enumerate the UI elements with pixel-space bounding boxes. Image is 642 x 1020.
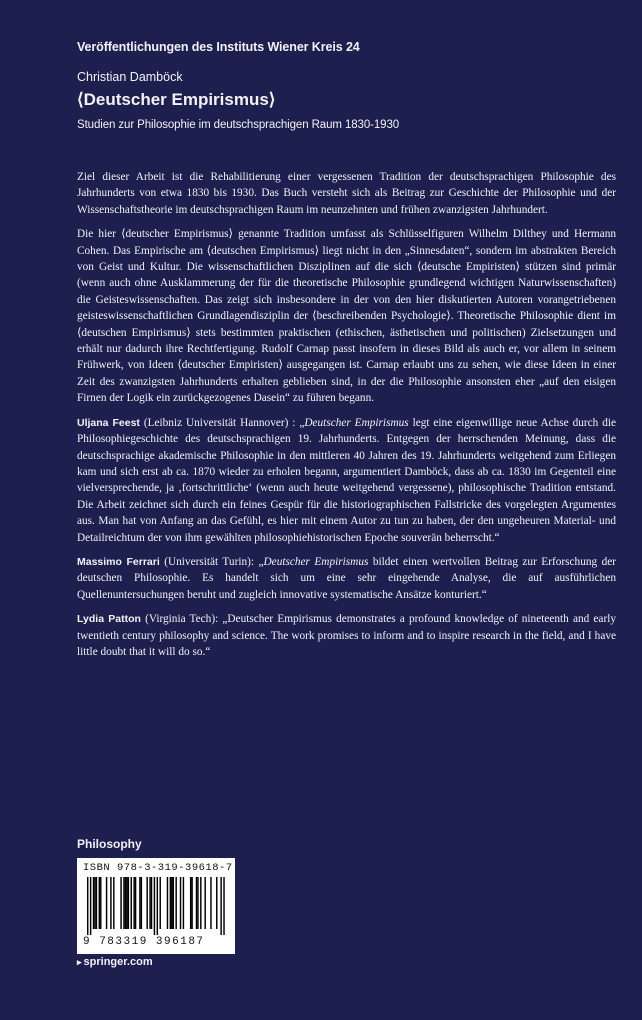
series-title: Veröffentlichungen des Instituts Wiener Kreis 24 [77, 40, 360, 54]
barcode-bar [167, 877, 168, 929]
barcode-bar [126, 877, 127, 929]
reviewer-name: Massimo Ferrari [77, 555, 160, 568]
barcode-bar [120, 877, 121, 929]
barcode-bar [190, 877, 191, 929]
reviewer-name: Uljana Feest [77, 416, 140, 429]
barcode-bar [216, 877, 217, 929]
barcode-bar [146, 877, 147, 929]
barcode-bar [100, 877, 101, 929]
reviewer-affiliation: (Leibniz Universität Hannover) : „ [139, 416, 305, 429]
barcode-bar [204, 877, 205, 929]
barcode-bar [131, 877, 132, 929]
barcode-bar [220, 877, 221, 935]
barcode-bar [135, 877, 136, 929]
review-patton [77, 611, 616, 660]
reviewer-affiliation: (Virginia Tech): „ [140, 613, 228, 626]
barcode-bar [87, 877, 88, 935]
review-ferrari [77, 554, 616, 603]
barcode-bar [141, 877, 142, 929]
publisher-link[interactable] [77, 956, 153, 968]
barcode-bar [128, 877, 129, 929]
triangle-icon: ▸ [77, 957, 82, 967]
barcode-bar [180, 877, 181, 929]
barcode-bar [96, 877, 97, 929]
barcode-bar [160, 877, 161, 929]
ean-digits: 9 783319 396187 [83, 936, 205, 948]
barcode-bar [99, 877, 100, 929]
barcode-bar [191, 877, 192, 929]
barcode-bar [196, 877, 197, 929]
blurb-body [77, 169, 616, 668]
barcode-bar [139, 877, 140, 929]
barcode-bar [94, 877, 95, 929]
book-title-italic: Deutscher Empirismus [263, 555, 369, 568]
barcode-bar [110, 877, 111, 929]
barcode-bar [149, 877, 150, 929]
barcode-bar [170, 877, 171, 929]
barcode-bar [223, 877, 224, 935]
barcode-bar [173, 877, 174, 929]
isbn-barcode [77, 858, 235, 954]
barcode-bar [106, 877, 107, 929]
review-feest [77, 415, 616, 546]
review-text: Deutscher Empirismus demonstrates a profound knowledge of nineteenth and early twentieth century philosophy and science. The work promises to inform and to inspire research in the field, and I have little doubt that it will do so.“ [77, 613, 616, 658]
barcode-bar [210, 877, 211, 929]
reviewer-name: Lydia Patton [77, 613, 141, 626]
isbn-text: ISBN 978-3-319-39618-7 [83, 862, 233, 874]
barcode-bar [113, 877, 114, 929]
barcode-bar [154, 877, 155, 935]
author-name: Christian Damböck [77, 70, 183, 84]
description-paragraph: Ziel dieser Arbeit ist die Rehabilitierung einer vergessenen Tradition der deutschsprachigen Philosophie des Jahrhunderts von etwa 1830 bis 1930. Das Buch versteht sich als Beitrag zur Geschichte der Philosophie und der Wissenschaftstheorie im deutschsprachigen Raum im neunzehnten und frühen zwanzigsten Jahrhundert. [77, 171, 616, 216]
barcode-bar [197, 877, 198, 929]
barcode-bar [175, 877, 176, 929]
barcode-bar [157, 877, 158, 935]
barcode-bar [93, 877, 94, 929]
book-title-italic: Deutscher Empirismus [304, 416, 409, 429]
barcode-bar [200, 877, 201, 929]
barcode-bar [151, 877, 152, 929]
barcode-bar [123, 877, 124, 929]
category-label: Philosophy [77, 837, 142, 851]
publisher-url: springer.com [83, 956, 153, 968]
review-text: bildet einen wertvollen Beitrag zur Erforschung der deutschen Philosophie. Es handelt sich um eine sehr eingehende Analyse, die auf ausführlichen Quellenuntersuchungen beruht und zugleich innovative systematische Ansätze konturiert.“ [77, 555, 617, 601]
review-text: legt eine eigenwillige neue Achse durch die Philosophiegeschichte des deutschsprachigen 19. Jahrhunderts. Entgegen der herrschenden Meinung, dass die deutschsprachige akademische Philosophie in den mittleren 40 Jahren des 19. Jahrhunderts weitgehend zum Erliegen kam und sich erst ab ca. 1870 wieder zu erholen begann, argumentiert Damböck, dass ab ca. 1830 im Gegenteil eine vielversprechende, ja ‚fortschrittliche‘ (wenn auch heute weitgehend vergessene), philosophische Tradition entstand. Die Arbeit zeichnet sich durch ein feines Gespür für die historiographischen Fallstricke des vorgelegten Argumentes aus. Man hat von Anfang an das Gefühl, es hier mit einem Autor zu tun zu haben, der den ungeheuren Material- und Detailreichtum der von ihm gewählten philosophiehistorischen Epoche souverän beherrscht.“ [77, 416, 617, 544]
barcode-bar [133, 877, 134, 929]
reviewer-affiliation: (Universität Turin): „ [159, 555, 264, 568]
barcode-bar [171, 877, 172, 929]
barcode-bars [83, 877, 229, 935]
book-title: ⟨Deutscher Empirismus⟩ [77, 90, 276, 109]
barcode-bar [183, 877, 184, 929]
description-paragraph: Die hier ⟨deutscher Empirismus⟩ genannte Tradition umfasst als Schlüsselfiguren Wilhelm Dilthey und Hermann Cohen. Das Empirische am ⟨deutschen Empirismus⟩ liegt nicht in den „Sinnesdaten“, sondern im abstrakten Bereich von Geist und Kultur. Die wissenschaftlichen Disziplinen auf die sich ⟨deutsche Empiristen⟩ stützen sind primär (wenn auch ohne Ausklammerung der für die theoretische Philosophie grundlegend wichtigen Naturwissenschaften) die Geisteswissenschaften. Das zeigt sich insbesondere in der von den hier diskutierten Autoren vorangetriebenen geisteswissenschaftlichen Grundlagendisziplin der ⟨beschreibenden Psychologie⟩. Theoretische Philosophie dient im ⟨deutschen Empirismus⟩ stets bestimmten praktischen (ethischen, ästhetischen und politischen) Zielsetzungen und erhält nur dadurch ihre Rechtfertigung. Rudolf Carnap passt insofern in dieses Bild als auch er, vor allem in seinem Frühwerk, von Ideen ⟨deutscher Empiristen⟩ ausgegangen ist. Carnap erlaubt uns zu sehen, wie diese Ideen in einer Zeit des zwanzigsten Jahrhunderts erhalten geblieben sind, in der die Philosophie ansonsten eher „auf den eisigen Firnen der Logik ein zurückgezogenes Dasein“ zu führen begann. [77, 228, 616, 405]
barcode-bar [125, 877, 126, 929]
book-subtitle: Studien zur Philosophie im deutschsprachigen Raum 1830-1930 [77, 119, 400, 131]
barcode-bar [90, 877, 91, 935]
